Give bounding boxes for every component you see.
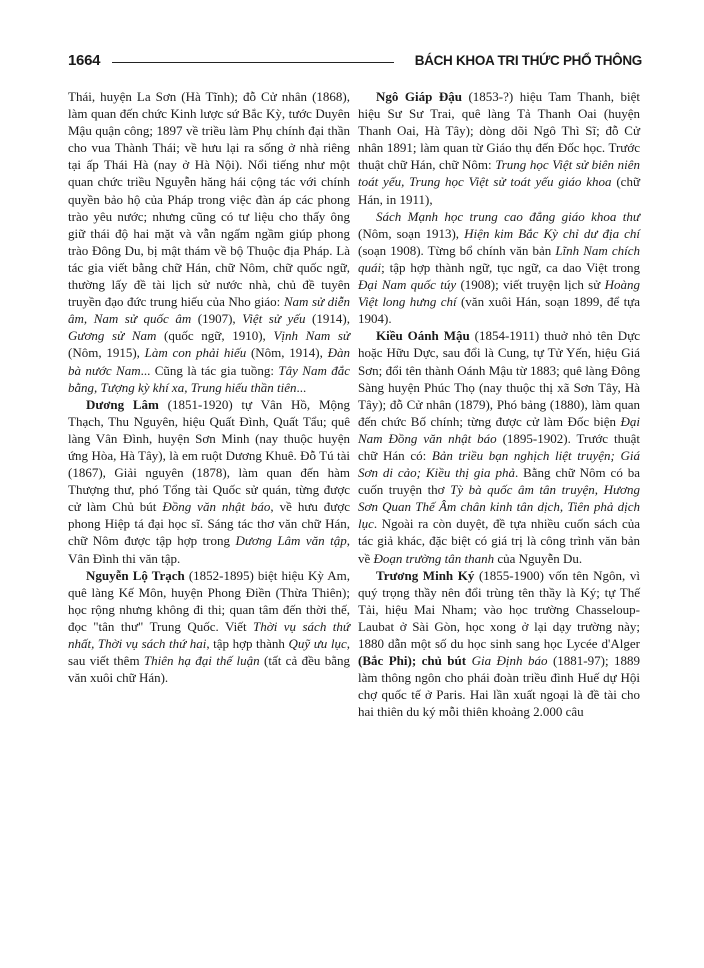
header-rule <box>112 62 394 63</box>
page-number: 1664 <box>68 52 101 69</box>
entry-paragraph: Sách Mạnh học trung cao đẳng giáo khoa thư (Nôm, soạn 1913), Hiện kim Bắc Kỳ chỉ dư địa chí (soạn 1908). Từng bổ chính văn bản Lĩnh Nam chích quái; tập hợp thành ngữ, tục ngữ, ca dao Việt trong Đại Nam quốc túy (1908); viết truyện lịch sử Hoàng Việt long hưng chí (văn xuôi Hán, soạn 1899, để tựa 1904). <box>358 208 640 327</box>
entry-name: Dương Lâm <box>86 396 159 412</box>
running-title: BÁCH KHOA TRI THỨC PHỔ THÔNG <box>414 53 642 68</box>
entry-truong-minh-ky: Trương Minh Ký (1855-1900) vốn tên Ngôn, vì quý trọng thầy nên đổi trùng tên thầy là Ký; tự Thế Tải, hiệu Mai Nham; vào học trường Chasseloup-Laubat ở Sài Gòn, học xong ở lại dạy trường này; 1880 dẫn một số du học sinh sang học Lycée d'Alger (Bắc Phi); chủ bút Gia Định báo (1881-97); 1889 làm thông ngôn cho phái đoàn triều đình Huế dự Hội chợ quốc tế ở Paris. Hai lần xuất ngoại là đề tài cho hai thiên du ký mỗi thiên khoảng 2.000 câu <box>358 567 641 720</box>
page-header <box>68 52 642 74</box>
entry-name: Trương Minh Ký <box>376 567 475 583</box>
entry-name: Nguyễn Lộ Trạch <box>86 567 185 583</box>
right-column <box>358 88 640 720</box>
entry-kieu-oanh-mau: Kiều Oánh Mậu (1854-1911) thuở nhỏ tên Dực hoặc Hữu Dực, sau đổi là Cung, tự Tử Yến, hiệu Giá Sơn; đổi tên thành Oánh Mậu từ 1883; quê làng Đông Sàng huyện Phúc Thọ (nay thuộc thị xã Sơn Tây, Hà Tây); đỗ Cử nhân (1879), Phó bảng (1880), làm quan đến chức Bố chính; từng được cử làm Đốc biện Đại Nam Đồng văn nhật báo (1895-1902). Trước thuật chữ Hán có: Bản triều bạn nghịch liệt truyện; Giá Sơn di cảo; Kiều thị gia phả. Bằng chữ Nôm có ba cuốn truyện thơ Tỳ bà quốc âm tân truyện, Hương Sơn Quan Thế Âm chân kinh tân dịch, Tiên phả dịch lục. Ngoài ra còn duyệt, đề tựa nhiều cuốn sách của tác giả khác, đặc biệt có giá trị là công trình văn bản về Đoạn trường tân thanh của Nguyễn Du. <box>358 328 641 566</box>
entry-name: Ngô Giáp Đậu <box>376 89 462 104</box>
entry-nguyen-lo-trach: Nguyễn Lộ Trạch (1852-1895) biệt hiệu Kỳ Am, quê làng Kế Môn, huyện Phong Điền (Thừa Thiên); học rộng nhưng không đi thi; quan tâm đến thời thế, đọc "tân thư" Trung Quốc. Viết Thời vụ sách thứ nhất, Thời vụ sách thứ hai, tập hợp thành Quỹ ưu lục, sau viết thêm Thiên hạ đại thế luận (tất cả đều bằng văn xuôi chữ Hán). <box>68 567 350 686</box>
continued-entry: Thái, huyện La Sơn (Hà Tĩnh); đỗ Cử nhân (1868), làm quan đến chức Kinh lược sứ Bắc Kỳ, tước Duyên Mậu quận công; 1897 về triều làm Phụ chính đại thần cho vua Thành Thái; về hưu lại ra sống ở nhà riêng tại ấp Thái Hà (nay ở Hà Nội). Nổi tiếng như một quan chức triều Nguyễn hăng hái cộng tác với chính quyền bảo hộ của Pháp trong việc đàn áp các phong trào yêu nước; nhưng cũng có tư liệu cho thấy ông giữ thái độ hai mặt và vẫn ngấm ngầm giúp phong trào Đông Du, bị mật thám về bộ Thuộc địa Pháp. Là tác gia viết bằng chữ Hán, chữ Nôm, chữ quốc ngữ, thường lấy đề tài lịch sử nước nhà, chủ đề tuyên truyền đạo đức trung hiếu của Nho giáo: Nam sử diễn âm, Nam sử quốc âm (1907), Việt sử yếu (1914), Gương sử Nam (quốc ngữ, 1910), Vịnh Nam sử (Nôm, 1915), Làm con phải hiếu (Nôm, 1914), Đàn bà nước Nam... Cũng là tác gia tuồng: Tây Nam đắc bằng, Tượng kỳ khí xa, Trung hiếu thần tiên... <box>68 89 351 395</box>
left-column <box>68 88 350 686</box>
entry-name: Kiều Oánh Mậu <box>376 328 470 344</box>
entry-ngo-giap-dau: Ngô Giáp Đậu (1853-?) hiệu Tam Thanh, biệt hiệu Sư Sư Trai, quê làng Tả Thanh Oai (huyện Thanh Oai, Hà Tây); dòng dõi Ngô Thì Sĩ; đỗ Cử nhân 1891; làm quan từ Giáo thụ đến Đốc học. Trước thuật chữ Hán, chữ Nôm: Trung học Việt sử biên niên toát yếu, Trung học Việt sử toát yếu giáo khoa (chữ Hán, in 1911), <box>358 89 640 207</box>
entry-duong-lam: Dương Lâm (1851-1920) tự Vân Hồ, Mộng Thạch, Thu Nguyên, hiệu Quất Đình, Quất Tẩu; quê làng Vân Đình, huyện Sơn Minh (nay thuộc huyện ứng Hòa, Hà Tây), là em ruột Dương Khuê. Đỗ Tú tài (1867), Giải nguyên (1878), làm quan đến hàm Thượng thư, phó Tổng tài Quốc sử quán, từng được cử làm Chủ bút Đồng văn nhật báo, về hưu được phong Hiệp tá đại học sĩ. Sáng tác thơ văn chữ Hán, chữ Nôm được tập hợp trong Dương Lâm văn tập, Vân Đình thi văn tập. <box>68 396 350 566</box>
